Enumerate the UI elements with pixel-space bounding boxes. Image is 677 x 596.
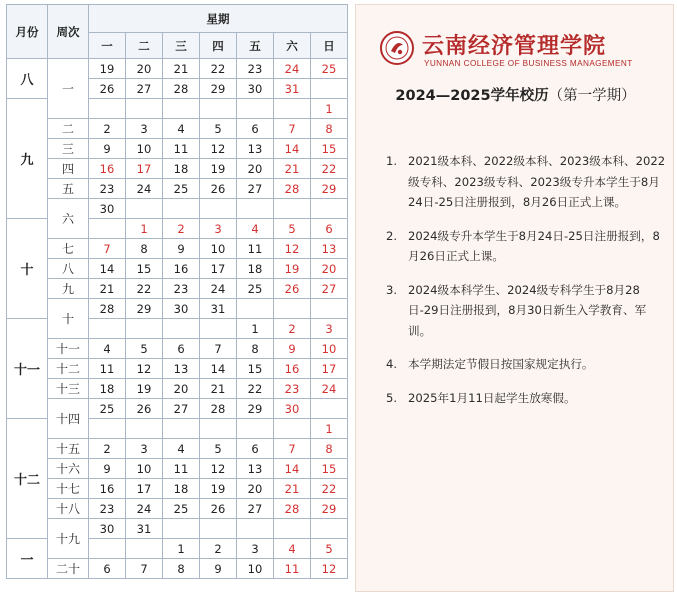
date-cell: 19	[200, 479, 237, 499]
note-number: 1.	[386, 154, 398, 168]
calendar-row	[7, 119, 348, 139]
date-cell: 17	[311, 359, 348, 379]
week-cell: 九	[48, 279, 89, 299]
calendar-row	[7, 299, 348, 319]
date-cell	[89, 219, 126, 239]
date-cell: 2	[274, 319, 311, 339]
date-cell	[237, 419, 274, 439]
date-cell	[200, 519, 237, 539]
week-cell: 十七	[48, 479, 89, 499]
week-cell: 四	[48, 159, 89, 179]
week-cell: 十四	[48, 399, 89, 439]
week-cell: 十一	[48, 339, 89, 359]
date-cell: 16	[89, 479, 126, 499]
note-number: 5.	[386, 390, 398, 405]
date-cell: 12	[200, 139, 237, 159]
calendar-row	[7, 519, 348, 539]
date-cell: 24	[126, 179, 163, 199]
date-cell: 27	[163, 399, 200, 419]
date-cell: 28	[163, 79, 200, 99]
date-cell: 2	[200, 539, 237, 559]
date-cell: 15	[237, 359, 274, 379]
date-cell: 11	[163, 139, 200, 159]
date-cell: 12	[200, 459, 237, 479]
title-sub: （第一学期）	[548, 88, 636, 104]
note-item	[386, 388, 668, 409]
date-cell: 20	[163, 379, 200, 399]
date-cell: 28	[274, 499, 311, 519]
date-cell: 29	[126, 299, 163, 319]
calendar-table	[6, 4, 348, 579]
date-cell: 10	[311, 339, 348, 359]
date-cell	[89, 99, 126, 119]
weekday-header: 六	[274, 33, 311, 59]
week-cell: 十五	[48, 439, 89, 459]
month-cell: 八	[7, 59, 48, 99]
date-cell: 4	[163, 439, 200, 459]
weekday-header: 日	[311, 33, 348, 59]
date-cell: 2	[89, 119, 126, 139]
date-cell	[311, 299, 348, 319]
date-cell: 9	[200, 559, 237, 579]
calendar-info-panel	[355, 4, 674, 592]
date-cell	[311, 79, 348, 99]
calendar-row	[7, 479, 348, 499]
week-cell: 五	[48, 179, 89, 199]
date-cell: 11	[89, 359, 126, 379]
date-cell	[163, 199, 200, 219]
date-cell: 14	[89, 259, 126, 279]
note-item	[386, 280, 668, 342]
note-text: 2024级本科学生、2024级专科学生于8月28日-29日注册报到，8月30日新生入学教育、军训。	[408, 282, 647, 338]
date-cell	[237, 99, 274, 119]
date-cell: 14	[274, 459, 311, 479]
date-cell: 9	[89, 459, 126, 479]
date-cell	[126, 319, 163, 339]
date-cell: 8	[163, 559, 200, 579]
date-cell: 1	[311, 419, 348, 439]
date-cell: 8	[126, 239, 163, 259]
date-cell: 10	[126, 459, 163, 479]
date-cell: 11	[163, 459, 200, 479]
note-text: 2024级专升本学生于8月24日-25日注册报到，8月26日正式上课。	[408, 228, 660, 263]
date-cell: 12	[311, 559, 348, 579]
date-cell	[200, 419, 237, 439]
date-cell: 11	[274, 559, 311, 579]
date-cell: 23	[274, 379, 311, 399]
weekday-header: 二	[126, 33, 163, 59]
date-cell: 18	[163, 159, 200, 179]
date-cell: 29	[311, 499, 348, 519]
calendar-row	[7, 259, 348, 279]
date-cell	[237, 199, 274, 219]
date-cell: 24	[274, 59, 311, 79]
calendar-row	[7, 359, 348, 379]
week-cell: 二十	[48, 559, 89, 579]
calendar-row	[7, 279, 348, 299]
date-cell	[274, 199, 311, 219]
college-name-cn: 云南经济管理学院	[422, 33, 607, 59]
date-cell: 3	[126, 119, 163, 139]
date-cell: 26	[200, 179, 237, 199]
date-cell: 5	[126, 339, 163, 359]
date-cell: 3	[237, 539, 274, 559]
date-cell: 5	[200, 439, 237, 459]
date-cell: 8	[311, 439, 348, 459]
date-cell: 29	[200, 79, 237, 99]
date-cell: 20	[237, 479, 274, 499]
date-cell: 10	[237, 559, 274, 579]
month-cell: 十二	[7, 419, 48, 539]
date-cell: 15	[311, 139, 348, 159]
week-cell: 七	[48, 239, 89, 259]
date-cell: 9	[89, 139, 126, 159]
date-cell	[126, 539, 163, 559]
date-cell: 30	[89, 199, 126, 219]
date-cell: 13	[311, 239, 348, 259]
date-cell: 17	[126, 479, 163, 499]
date-cell	[311, 399, 348, 419]
date-cell: 4	[274, 539, 311, 559]
date-cell: 21	[200, 379, 237, 399]
date-cell: 1	[163, 539, 200, 559]
weekday-header: 四	[200, 33, 237, 59]
week-cell: 十	[48, 299, 89, 339]
weekday-header: 五	[237, 33, 274, 59]
date-cell: 10	[200, 239, 237, 259]
date-cell: 31	[274, 79, 311, 99]
date-cell: 7	[200, 339, 237, 359]
date-cell: 28	[89, 299, 126, 319]
date-cell: 3	[311, 319, 348, 339]
weekday-group-header: 星期	[89, 5, 348, 33]
week-cell: 十二	[48, 359, 89, 379]
weekday-header: 三	[163, 33, 200, 59]
date-cell	[200, 99, 237, 119]
calendar-row	[7, 199, 348, 219]
date-cell: 22	[126, 279, 163, 299]
note-item	[386, 226, 668, 267]
date-cell	[274, 519, 311, 539]
week-cell: 十八	[48, 499, 89, 519]
date-cell: 30	[237, 79, 274, 99]
date-cell	[200, 199, 237, 219]
month-cell: 一	[7, 539, 48, 579]
date-cell: 21	[163, 59, 200, 79]
calendar-row	[7, 179, 348, 199]
date-cell	[311, 199, 348, 219]
date-cell: 24	[311, 379, 348, 399]
date-cell: 19	[126, 379, 163, 399]
date-cell: 20	[126, 59, 163, 79]
date-cell: 6	[237, 119, 274, 139]
date-cell: 22	[311, 159, 348, 179]
calendar-row	[7, 139, 348, 159]
date-cell: 22	[200, 59, 237, 79]
date-cell: 6	[163, 339, 200, 359]
note-text: 2021级本科、2022级本科、2023级本科、2022级专科、2023级专科、2023级专升本学生于8月24日-25日注册报到，8月26日正式上课。	[408, 154, 666, 209]
date-cell: 31	[126, 519, 163, 539]
date-cell: 6	[89, 559, 126, 579]
date-cell: 14	[274, 139, 311, 159]
week-cell: 八	[48, 259, 89, 279]
date-cell: 9	[274, 339, 311, 359]
date-cell: 17	[126, 159, 163, 179]
date-cell: 30	[163, 299, 200, 319]
date-cell: 25	[163, 499, 200, 519]
date-cell: 29	[237, 399, 274, 419]
note-item	[386, 354, 668, 375]
date-cell: 23	[89, 179, 126, 199]
month-cell: 九	[7, 99, 48, 219]
date-cell: 23	[163, 279, 200, 299]
note-number: 4.	[386, 357, 398, 371]
calendar-row	[7, 239, 348, 259]
date-cell: 7	[274, 439, 311, 459]
date-cell: 22	[311, 479, 348, 499]
date-cell	[163, 419, 200, 439]
date-cell	[163, 319, 200, 339]
college-name-en: YUNNAN COLLEGE OF BUSINESS MANAGEMENT	[424, 59, 633, 68]
date-cell: 6	[237, 439, 274, 459]
month-cell: 十	[7, 219, 48, 319]
calendar-row	[7, 379, 348, 399]
date-cell: 24	[126, 499, 163, 519]
calendar-row	[7, 499, 348, 519]
date-cell: 1	[126, 219, 163, 239]
date-cell: 5	[200, 119, 237, 139]
weekday-header: 一	[89, 33, 126, 59]
calendar-row	[7, 559, 348, 579]
note-number: 2.	[386, 228, 398, 243]
week-cell: 六	[48, 199, 89, 239]
date-cell: 3	[126, 439, 163, 459]
date-cell: 20	[311, 259, 348, 279]
calendar-row	[7, 399, 348, 419]
note-item	[386, 151, 668, 213]
calendar-row	[7, 339, 348, 359]
date-cell: 22	[237, 379, 274, 399]
date-cell: 10	[126, 139, 163, 159]
page-title	[356, 84, 675, 105]
date-cell: 14	[200, 359, 237, 379]
date-cell: 21	[274, 159, 311, 179]
week-cell: 三	[48, 139, 89, 159]
week-cell: 二	[48, 119, 89, 139]
month-header: 月份	[7, 5, 48, 59]
date-cell: 23	[237, 59, 274, 79]
date-cell: 27	[237, 499, 274, 519]
date-cell: 7	[274, 119, 311, 139]
date-cell	[126, 419, 163, 439]
date-cell: 24	[200, 279, 237, 299]
date-cell: 19	[274, 259, 311, 279]
date-cell: 21	[274, 479, 311, 499]
date-cell: 2	[163, 219, 200, 239]
date-cell: 17	[200, 259, 237, 279]
date-cell: 7	[89, 239, 126, 259]
date-cell: 1	[237, 319, 274, 339]
date-cell: 30	[274, 399, 311, 419]
date-cell: 16	[163, 259, 200, 279]
date-cell: 27	[237, 179, 274, 199]
date-cell: 18	[89, 379, 126, 399]
date-cell	[274, 419, 311, 439]
date-cell: 19	[200, 159, 237, 179]
date-cell: 11	[237, 239, 274, 259]
date-cell: 25	[237, 279, 274, 299]
date-cell: 5	[274, 219, 311, 239]
title-main: 2024—2025学年校历	[395, 88, 549, 104]
date-cell: 27	[126, 79, 163, 99]
date-cell: 12	[274, 239, 311, 259]
note-number: 3.	[386, 282, 398, 297]
date-cell: 6	[311, 219, 348, 239]
week-cell: 一	[48, 59, 89, 119]
date-cell: 20	[237, 159, 274, 179]
date-cell: 23	[89, 499, 126, 519]
calendar-row	[7, 59, 348, 79]
date-cell	[274, 99, 311, 119]
notes-list	[386, 151, 668, 421]
date-cell: 8	[311, 119, 348, 139]
date-cell: 3	[200, 219, 237, 239]
date-cell: 16	[89, 159, 126, 179]
date-cell: 19	[89, 59, 126, 79]
date-cell: 28	[274, 179, 311, 199]
calendar-row	[7, 439, 348, 459]
date-cell: 21	[89, 279, 126, 299]
date-cell: 29	[311, 179, 348, 199]
date-cell: 15	[126, 259, 163, 279]
date-cell: 18	[163, 479, 200, 499]
date-cell: 26	[126, 399, 163, 419]
date-cell	[200, 319, 237, 339]
date-cell	[89, 419, 126, 439]
date-cell: 31	[200, 299, 237, 319]
date-cell: 25	[163, 179, 200, 199]
week-cell: 十三	[48, 379, 89, 399]
week-cell: 十九	[48, 519, 89, 559]
note-text: 2025年1月11日起学生放寒假。	[408, 390, 576, 405]
date-cell	[163, 519, 200, 539]
college-logo	[380, 29, 670, 79]
date-cell: 27	[311, 279, 348, 299]
date-cell: 2	[89, 439, 126, 459]
date-cell: 30	[89, 519, 126, 539]
date-cell: 4	[163, 119, 200, 139]
date-cell: 7	[126, 559, 163, 579]
date-cell: 26	[200, 499, 237, 519]
date-cell	[237, 299, 274, 319]
date-cell: 16	[274, 359, 311, 379]
week-cell: 十六	[48, 459, 89, 479]
date-cell: 5	[311, 539, 348, 559]
calendar-row	[7, 459, 348, 479]
date-cell	[274, 299, 311, 319]
date-cell: 13	[237, 459, 274, 479]
date-cell: 1	[311, 99, 348, 119]
college-emblem-icon	[380, 31, 414, 65]
date-cell	[311, 519, 348, 539]
week-header: 周次	[48, 5, 89, 59]
calendar-row	[7, 159, 348, 179]
date-cell: 28	[200, 399, 237, 419]
date-cell: 13	[163, 359, 200, 379]
date-cell: 13	[237, 139, 274, 159]
date-cell: 18	[237, 259, 274, 279]
date-cell	[126, 199, 163, 219]
date-cell: 4	[89, 339, 126, 359]
date-cell	[163, 99, 200, 119]
date-cell: 15	[311, 459, 348, 479]
date-cell: 25	[89, 399, 126, 419]
date-cell: 12	[126, 359, 163, 379]
date-cell	[126, 99, 163, 119]
date-cell: 26	[89, 79, 126, 99]
date-cell: 26	[274, 279, 311, 299]
date-cell: 4	[237, 219, 274, 239]
note-text: 本学期法定节假日按国家规定执行。	[408, 357, 594, 371]
date-cell: 25	[311, 59, 348, 79]
date-cell	[89, 319, 126, 339]
month-cell: 十一	[7, 319, 48, 419]
date-cell: 8	[237, 339, 274, 359]
date-cell: 9	[163, 239, 200, 259]
date-cell	[89, 539, 126, 559]
date-cell	[237, 519, 274, 539]
